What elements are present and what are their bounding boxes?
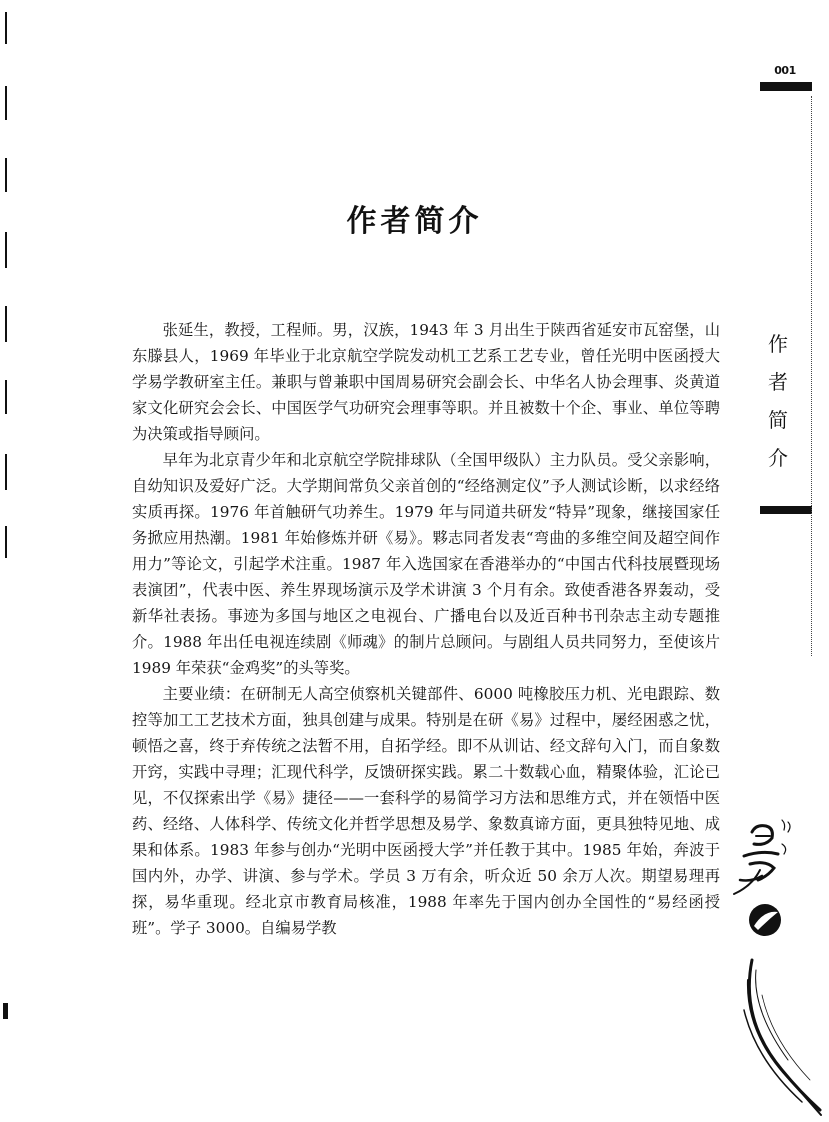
- binding-mark: [5, 12, 7, 44]
- page-title: 作者简介: [346, 204, 483, 239]
- binding-mark: [5, 306, 7, 342]
- side-running-title: [764, 325, 792, 477]
- paragraph: 主要业绩：在研制无人高空侦察机关键部件、6000 吨橡胶压力机、光电跟踪、数控等加工工艺技术方面，独具创建与成果。特别是在研《易》过程中，屡经困惑之忧，顿悟之喜，终于弃传统之法暂不用，自拓学经。即不从训诂、经文辞句入门，而自象数开窍，实践中寻理；汇现代科学，反馈研探实践。累二十数载心血，精聚体验，汇论已见，不仅探索出学《易》捷径——一套科学的易简学习方法和思维方式，并在领悟中医药、经络、人体科学、传统文化并哲学思想及易学、象数真谛方面，更具独特见地、成果和体系。1983 年参与创办“光明中医函授大学”并任教于其中。1985 年始，奔波于国内外，办学、讲演、参与学术。学员 3 万有余，听众近 50 余万人次。期望易理再探，易华重现。经北京市教育局核准，1988 年率先于国内创办全国性的“易经函授班”。学子 3000。自编易学教: [132, 685, 720, 937]
- brush-sweep-icon: [744, 960, 821, 1115]
- binding-bracket: [3, 1003, 8, 1019]
- binding-mark: [5, 454, 7, 490]
- binding-mark: [5, 86, 7, 120]
- paragraph: 早年为北京青少年和北京航空学院排球队（全国甲级队）主力队员。受父亲影响，自幼知识及爱好广泛。大学期间常负父亲首创的“经络测定仪”予人测试诊断，以求经络实质再探。1976 年首触研气功养生。1979 年与同道共研发“特异”现象，继接国家任务掀应用热潮。1981 年始修炼并研《易》。夥志同者发表“弯曲的多维空间及超空间作用力”等论文，引起学术注重。1987 年入选国家在香港举办的“中国古代科技展暨现场表演团”，代表中医、养生界现场演示及学术讲演 3 个月有余。致使香港各界轰动，受新华社表扬。事迹为多国与地区之电视台、广播电台以及近百种书刊杂志主动专题推介。1988 年出任电视连续剧《师魂》的制片总顾问。与剧组人员共同努力，至使该片 1989 年荣获“金鸡奖”的头等奖。: [132, 451, 720, 677]
- page-number-bar: [760, 82, 812, 91]
- side-title-char: 作: [768, 332, 788, 356]
- side-title-char: 介: [768, 446, 788, 470]
- section-end-bar: [760, 506, 812, 514]
- paragraph: 张延生，教授，工程师。男，汉族，1943 年 3 月出生于陕西省延安市瓦窑堡，山东滕县人，1969 年毕业于北京航空学院发动机工艺系工艺专业，曾任光明中医函授大学易学教研室主任。兼职与曾兼职中国周易研究会副会长、中华名人协会理事、炎黄道家文化研究会会长、中国医学气功研究会理事等职。并且被数十个企、事业、单位等聘为决策或指导顾问。: [132, 321, 720, 443]
- body-text: [132, 317, 720, 941]
- calligraphy-decoration-icon: [722, 810, 822, 1120]
- binding-mark: [5, 526, 7, 558]
- margin-dotted-rule: [811, 96, 812, 656]
- side-title-char: 简: [768, 408, 788, 432]
- side-title-char: 者: [768, 370, 788, 394]
- page-number: 001: [774, 64, 796, 77]
- calligraphy-yi-icon: [734, 820, 790, 894]
- binding-mark: [5, 158, 7, 192]
- binding-mark: [5, 380, 7, 414]
